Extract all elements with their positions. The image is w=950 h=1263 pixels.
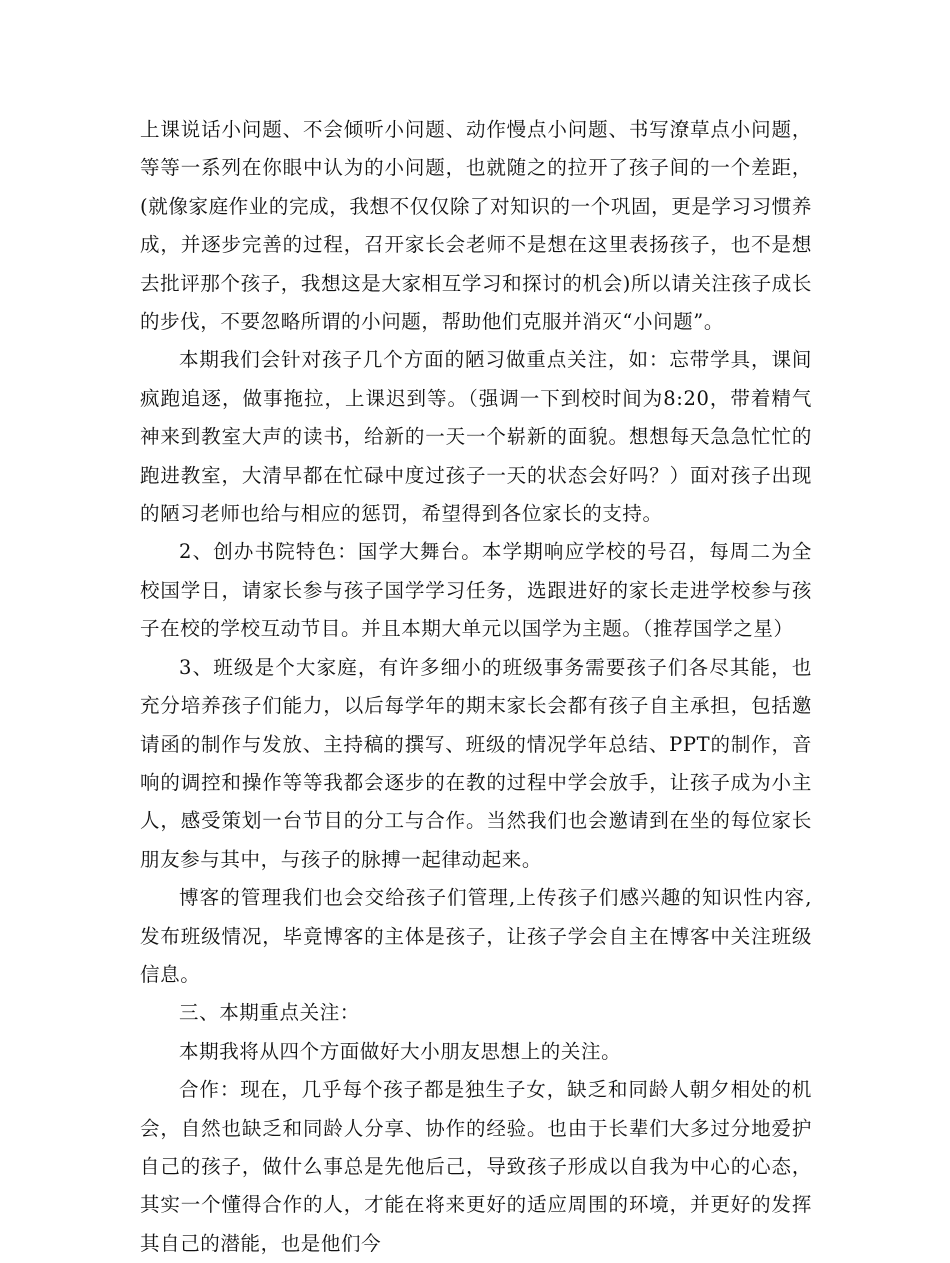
paragraph-8: 合作：现在，几乎每个孩子都是独生子女，缺乏和同龄人朝夕相处的机会，自然也缺乏和同龄人分享、协作的经验。也由于长辈们大多过分地爱护自己的孩子，做什么事总是先他后己，导致孩子形成以自我为中心的心态，其实一个懂得合作的人，才能在将来更好的适应周围的环境，并更好的发挥其自己的潜能，也是他们今 [140, 1078, 812, 1255]
paragraph-3: 2、创办书院特色：国学大舞台。本学期响应学校的号召，每周二为全校国学日，请家长参与孩子国学学习任务，选跟进好的家长走进学校参与孩子在校的学校互动节目。并且本期大单元以国学为主题。（推荐国学之星） [140, 540, 812, 641]
paragraph-1: 上课说话小问题、不会倾听小问题、动作慢点小问题、书写潦草点小问题，等等一系列在你眼中认为的小问题，也就随之的拉开了孩子间的一个差距，(就像家庭作业的完成，我想不仅仅除了对知识的一个巩固，更是学习习惯养成，并逐步完善的过程，召开家长会老师不是想在这里表扬孩子，也不是想去批评那个孩子，我想这是大家相互学习和探讨的机会)所以请关注孩子成长的步伐，不要忽略所谓的小问题，帮助他们克服并消灭“小问题”。 [140, 118, 812, 334]
paragraph-7: 本期我将从四个方面做好大小朋友思想上的关注。 [179, 1039, 622, 1063]
section-heading: 三、本期重点关注： [179, 1001, 360, 1025]
document-body [140, 111, 812, 1263]
paragraph-4: 3、班级是个大家庭，有许多细小的班级事务需要孩子们各尽其能，也充分培养孩子们能力，以后每学年的期末家长会都有孩子自主承担，包括邀请函的制作与发放、主持稿的撰写、班级的情况学年总结、PPT的制作，音响的调控和操作等等我都会逐步的在教的过程中学会放手，让孩子成为小主人，感受策划一台节目的分工与合作。当然我们也会邀请到在坐的每位家长朋友参与其中，与孩子的脉搏一起律动起来。 [140, 655, 812, 871]
paragraph-2: 本期我们会针对孩子几个方面的陋习做重点关注，如：忘带学具，课间疯跑追逐，做事拖拉，上课迟到等。（强调一下到校时间为8:20，带着精气神来到教室大声的读书，给新的一天一个崭新的面貌。想想每天急急忙忙的跑进教室，大清早都在忙碌中度过孩子一天的状态会好吗？）面对孩子出现的陋习老师也给与相应的惩罚，希望得到各位家长的支持。 [140, 348, 812, 526]
paragraph-5: 博客的管理我们也会交给孩子们管理,上传孩子们感兴趣的知识性内容,发布班级情况，毕竟博客的主体是孩子，让孩子学会自主在博客中关注班级信息。 [140, 886, 812, 986]
